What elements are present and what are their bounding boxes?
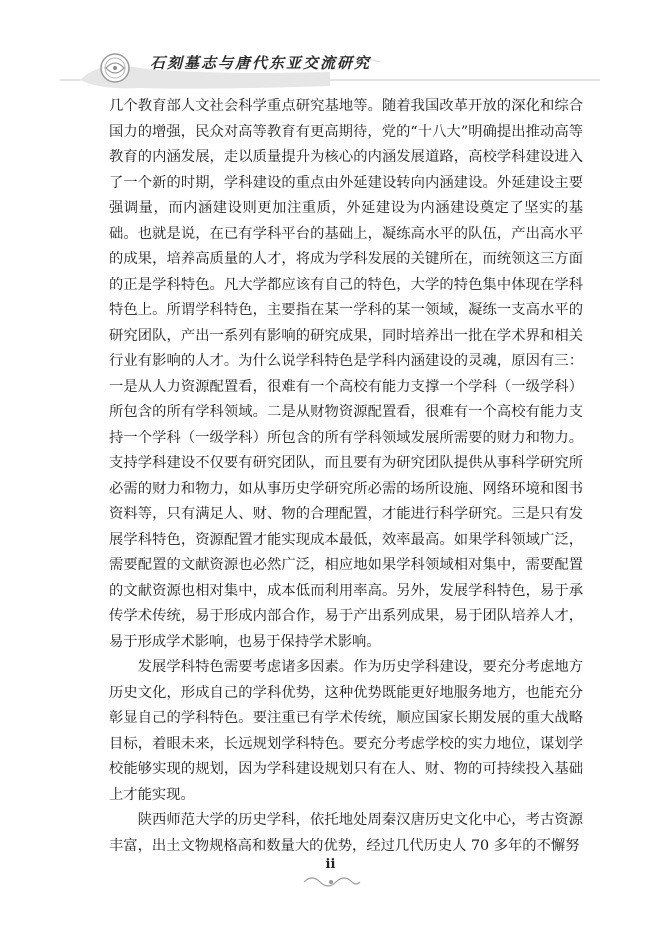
paragraph-2: 发展学科特色需要考虑诸多因素。作为历史学科建设，要充分考虑地方历史文化，形成自己的学科优势，这种优势既能更好地服务地方，也能充分彰显自己的学科特色。要注重已有学术传统，顺应国家长期发展的重大战略目标，着眼未来，长远规划学科特色。要充分考虑学校的实力地位，谋划学校能够实现的规划，因为学科建设规划只有在人、财、物的可持续投入基础上才能实现。: [109, 659, 583, 803]
header-decoration: [0, 0, 661, 100]
page-header: [0, 0, 661, 100]
page-number: ii: [325, 857, 336, 872]
running-header-title: 石刻墓志与唐代东亚交流研究: [150, 54, 372, 72]
footer-ornament-icon: [300, 872, 362, 892]
body-text: [109, 94, 583, 859]
paragraph-3: 陕西师范大学的历史学科，依托地处周秦汉唐历史文化中心，考古资源丰富，出土文物规格高和数量大的优势，经过几代历史人 70 多年的不懈努: [109, 812, 583, 854]
paragraph-1: 几个教育部人文社会科学重点研究基地等。随着我国改革开放的深化和综合国力的增强，民众对高等教育有更高期待，党的“十八大”明确提出推动高等教育的内涵发展，走以质量提升为核心的内涵发展道路，高校学科建设进入了一个新的时期，学科建设的重点由外延建设转向内涵建设。外延建设主要强调量，而内涵建设则更加注重质，外延建设为内涵建设奠定了坚实的基础。也就是说，在已有学科平台的基础上，凝练高水平的队伍，产出高水平的成果，培养高质量的人才，将成为学科发展的关键所在，而统领这三方面的正是学科特色。凡大学都应该有自己的特色，大学的特色集中体现在学科特色上。所谓学科特色，主要指在某一学科的某一领域，凝练一支高水平的研究团队，产出一系列有影响的研究成果，同时培养出一批在学术界和相关行业有影响的人才。为什么说学科特色是学科内涵建设的灵魂，原因有三：一是从人力资源配置看，很难有一个高校有能力支撑一个学科（一级学科）所包含的所有学科领域。二是从财物资源配置看，很难有一个高校有能力支持一个学科（一级学科）所包含的所有学科领域发展所需要的财力和物力。支持学科建设不仅要有研究团队，而且要有为研究团队提供从事科学研究所必需的财力和物力，如从事历史学研究所必需的场所设施、网络环境和图书资料等，只有满足人、财、物的合理配置，才能进行科学研究。三是只有发展学科特色，资源配置才能实现成本最低，效率最高。如果学科领域广泛，需要配置的文献资源也必然广泛，相应地如果学科领域相对集中，需要配置的文献资源也相对集中，成本低而利用率高。另外，发展学科特色，易于承传学术传统，易于形成内部合作，易于产出系列成果，易于团队培养人才，易于形成学术影响，也易于保持学术影响。: [109, 98, 583, 650]
header-emblem-icon: [101, 54, 129, 82]
